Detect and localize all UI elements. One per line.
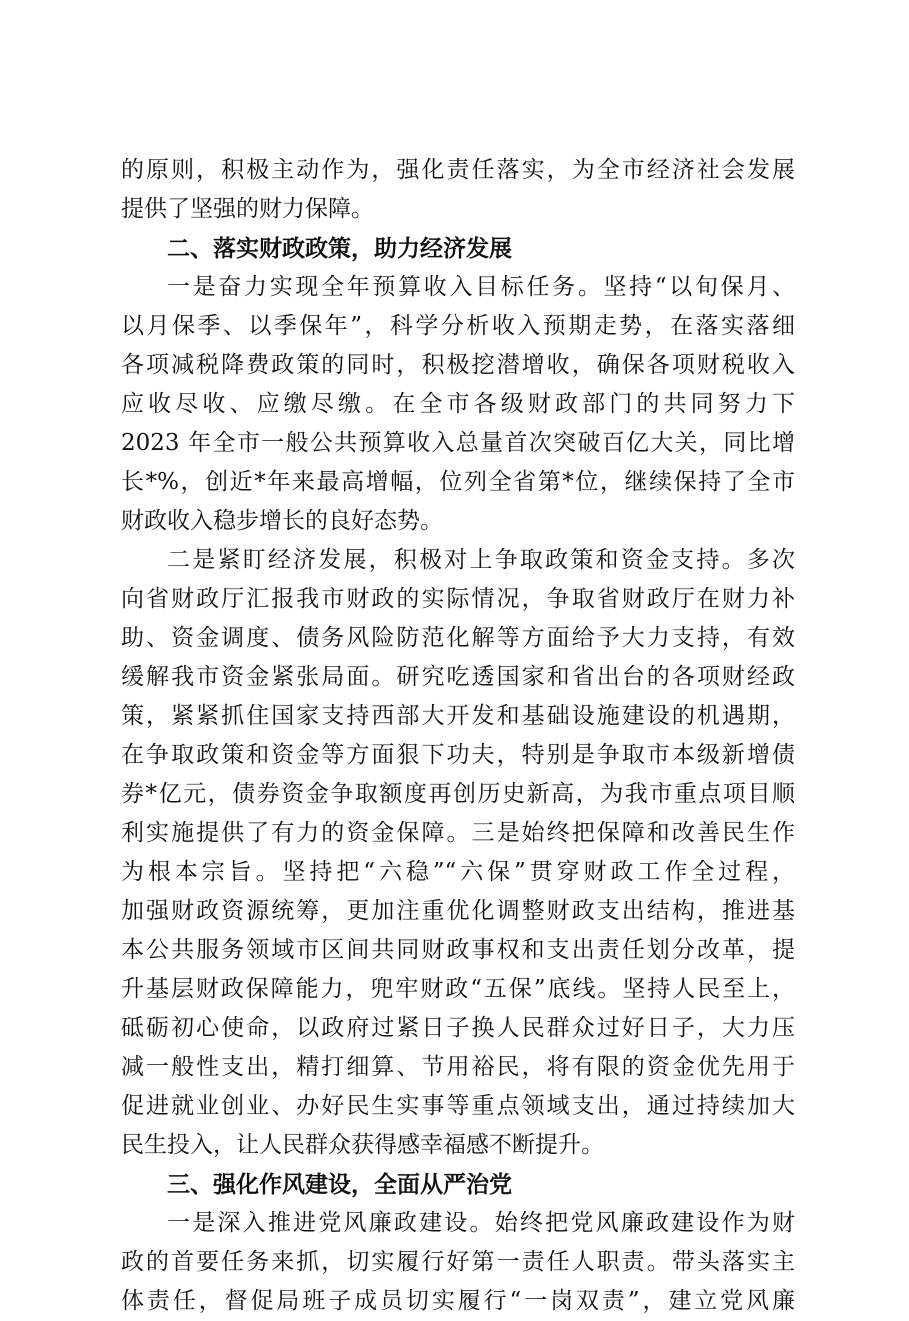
paragraph-line: 在争取政策和资金等方面狠下功夫，特别是争取市本级新增债 — [121, 742, 795, 768]
paragraph-line: 财政收入稳步增长的良好态势。 — [121, 508, 443, 534]
paragraph-line: 应收尽收、应缴尽缴。在全市各级财政部门的共同努力下 — [121, 391, 795, 417]
paragraph-line: 提供了坚强的财力保障。 — [121, 196, 374, 222]
paragraph-line: 长*%，创近*年来最高增幅，位列全省第*位，继续保持了全市 — [121, 469, 795, 495]
section-heading: 三、强化作风建设，全面从严治党 — [167, 1171, 512, 1198]
paragraph-line: 升基层财政保障能力，兜牢财政“五保”底线。坚持人民至上， — [121, 976, 795, 1002]
paragraph-line: 民生投入，让人民群众获得感幸福感不断提升。 — [121, 1132, 604, 1158]
paragraph-line: 向省财政厅汇报我市财政的实际情况，争取省财政厅在财力补 — [121, 586, 795, 612]
paragraph-line: 减一般性支出，精打细算、节用裕民，将有限的资金优先用于 — [121, 1054, 795, 1080]
paragraph-line: 缓解我市资金紧张局面。研究吃透国家和省出台的各项财经政 — [121, 664, 795, 690]
paragraph-line: 为根本宗旨。坚持把“六稳”“六保”贯穿财政工作全过程， — [121, 859, 795, 885]
paragraph-line: 的原则，积极主动作为，强化责任落实，为全市经济社会发展 — [121, 157, 795, 183]
section-heading: 二、落实财政政策，助力经济发展 — [167, 235, 512, 262]
paragraph-line: 二是紧盯经济发展，积极对上争取政策和资金支持。多次 — [167, 547, 795, 573]
paragraph-line: 砥砺初心使命，以政府过紧日子换人民群众过好日子，大力压 — [121, 1015, 795, 1041]
paragraph-line: 本公共服务领域市区间共同财政事权和支出责任划分改革，提 — [121, 937, 795, 963]
paragraph-line: 促进就业创业、办好民生实事等重点领域支出，通过持续加大 — [121, 1093, 795, 1119]
document-body — [121, 151, 795, 1321]
paragraph-line: 助、资金调度、债务风险防范化解等方面给予大力支持，有效 — [121, 625, 795, 651]
paragraph-line: 体责任，督促局班子成员切实履行“一岗双责”，建立党风廉 — [121, 1288, 795, 1314]
paragraph-line: 政的首要任务来抓，切实履行好第一责任人职责。带头落实主 — [121, 1249, 795, 1275]
paragraph-line: 加强财政资源统筹，更加注重优化调整财政支出结构，推进基 — [121, 898, 795, 924]
paragraph-line: 券*亿元，债券资金争取额度再创历史新高，为我市重点项目顺 — [121, 781, 795, 807]
paragraph-line: 利实施提供了有力的资金保障。三是始终把保障和改善民生作 — [121, 820, 795, 846]
paragraph-line: 一是奋力实现全年预算收入目标任务。坚持“以旬保月、 — [167, 274, 795, 300]
paragraph-line: 2023 年全市一般公共预算收入总量首次突破百亿大关，同比增 — [121, 430, 795, 456]
paragraph-line: 策，紧紧抓住国家支持西部大开发和基础设施建设的机遇期， — [121, 703, 795, 729]
paragraph-line: 各项减税降费政策的同时，积极挖潜增收，确保各项财税收入 — [121, 352, 795, 378]
paragraph-line: 以月保季、以季保年”，科学分析收入预期走势，在落实落细 — [121, 313, 795, 339]
paragraph-line: 一是深入推进党风廉政建设。始终把党风廉政建设作为财 — [167, 1210, 795, 1236]
